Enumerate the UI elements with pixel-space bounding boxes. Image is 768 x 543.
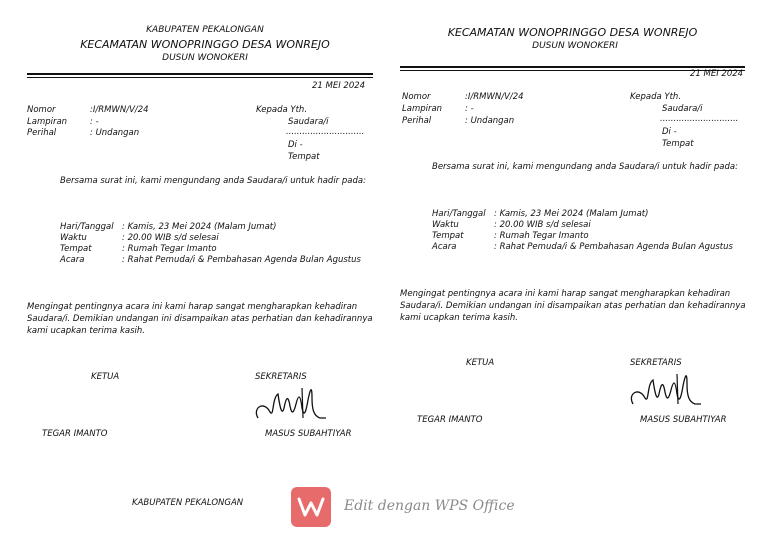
- field-value-perihal: : Undangan: [90, 128, 140, 138]
- detail-value-acara: : Rahat Pemuda/i & Pembahasan Agenda Bulan Agustus: [122, 255, 361, 265]
- recipient-to: Kepada Yth.: [630, 92, 682, 102]
- detail-label-tempat: Tempat: [432, 231, 464, 241]
- field-value-perihal: : Undangan: [465, 116, 515, 126]
- detail-value-hari: : Kamis, 23 Mei 2024 (Malam Jumat): [494, 209, 649, 219]
- header-kecamatan: KECAMATAN WONOPRINGGO DESA WONREJO: [80, 38, 330, 51]
- sekretaris-title: SEKRETARIS: [630, 358, 682, 368]
- footer-kabupaten: KABUPATEN PEKALONGAN: [132, 498, 244, 508]
- header-rule: [27, 73, 373, 75]
- header-dusun: DUSUN WONOKERI: [162, 53, 248, 63]
- field-value-lampiran: : -: [90, 117, 99, 127]
- detail-value-tempat: : Rumah Tegar Imanto: [494, 231, 589, 241]
- ketua-title: KETUA: [466, 358, 495, 368]
- detail-value-waktu: : 20.00 WIB s/d selesai: [122, 233, 219, 243]
- recipient-dots: .............................: [660, 114, 739, 124]
- detail-label-waktu: Waktu: [432, 220, 459, 230]
- sekretaris-name: MASUS SUBAHTIYAR: [640, 415, 727, 425]
- ketua-name: TEGAR IMANTO: [42, 429, 108, 439]
- field-value-lampiran: : -: [465, 104, 474, 114]
- recipient-place: Tempat: [662, 139, 694, 149]
- closing-line-3: kami ucapkan terima kasih.: [400, 313, 518, 323]
- header-rule: [400, 66, 745, 68]
- closing-line-3: kami ucapkan terima kasih.: [27, 326, 145, 336]
- field-value-nomor: :I/RMWN/V/24: [465, 92, 524, 102]
- detail-label-acara: Acara: [432, 242, 457, 252]
- detail-value-hari: : Kamis, 23 Mei 2024 (Malam Jumat): [122, 222, 277, 232]
- field-label-nomor: Nomor: [27, 105, 56, 115]
- intro-text: Bersama surat ini, kami mengundang anda Saudara/i untuk hadir pada:: [60, 176, 366, 186]
- detail-label-waktu: Waktu: [60, 233, 87, 243]
- detail-value-waktu: : 20.00 WIB s/d selesai: [494, 220, 591, 230]
- ketua-name: TEGAR IMANTO: [417, 415, 483, 425]
- ketua-title: KETUA: [91, 372, 120, 382]
- field-label-perihal: Perihal: [402, 116, 432, 126]
- wps-logo-icon: [291, 487, 331, 527]
- field-label-lampiran: Lampiran: [27, 117, 68, 127]
- detail-value-tempat: : Rumah Tegar Imanto: [122, 244, 217, 254]
- letter-date: 21 MEI 2024: [312, 81, 366, 91]
- closing-line-1: Mengingat pentingnya acara ini kami harap sangat mengharapkan kehadiran: [27, 302, 358, 312]
- recipient-name: Saudara/i: [662, 104, 703, 114]
- detail-label-tempat: Tempat: [60, 244, 92, 254]
- closing-line-1: Mengingat pentingnya acara ini kami harap sangat mengharapkan kehadiran: [400, 289, 731, 299]
- field-label-nomor: Nomor: [402, 92, 431, 102]
- intro-text: Bersama surat ini, kami mengundang anda Saudara/i untuk hadir pada:: [432, 162, 738, 172]
- recipient-di: Di -: [288, 140, 303, 150]
- recipient-name: Saudara/i: [288, 117, 329, 127]
- letter-date: 21 MEI 2024: [690, 69, 744, 79]
- closing-line-2: Saudara/i. Demikian undangan ini disampaikan atas perhatian dan kehadirannya: [400, 301, 746, 311]
- detail-label-acara: Acara: [60, 255, 85, 265]
- recipient-to: Kepada Yth.: [256, 105, 308, 115]
- field-label-lampiran: Lampiran: [402, 104, 443, 114]
- closing-line-2: Saudara/i. Demikian undangan ini disampaikan atas perhatian dan kehadirannya: [27, 314, 373, 324]
- recipient-di: Di -: [662, 127, 677, 137]
- signature-icon: [625, 364, 705, 412]
- detail-label-hari: Hari/Tanggal: [432, 209, 486, 219]
- field-label-perihal: Perihal: [27, 128, 57, 138]
- signature-icon: [250, 378, 330, 426]
- header-dusun: DUSUN WONOKERI: [532, 41, 618, 51]
- recipient-place: Tempat: [288, 152, 320, 162]
- sekretaris-name: MASUS SUBAHTIYAR: [265, 429, 352, 439]
- field-value-nomor: :I/RMWN/V/24: [90, 105, 149, 115]
- header-kecamatan: KECAMATAN WONOPRINGGO DESA WONREJO: [447, 26, 698, 39]
- header-kabupaten: KABUPATEN PEKALONGAN: [146, 25, 264, 35]
- detail-label-hari: Hari/Tanggal: [60, 222, 114, 232]
- wps-watermark: Edit dengan WPS Office: [344, 498, 515, 514]
- detail-value-acara: : Rahat Pemuda/i & Pembahasan Agenda Bulan Agustus: [494, 242, 733, 252]
- header-rule-thin: [27, 77, 373, 78]
- recipient-dots: .............................: [286, 127, 365, 137]
- sekretaris-title: SEKRETARIS: [255, 372, 307, 382]
